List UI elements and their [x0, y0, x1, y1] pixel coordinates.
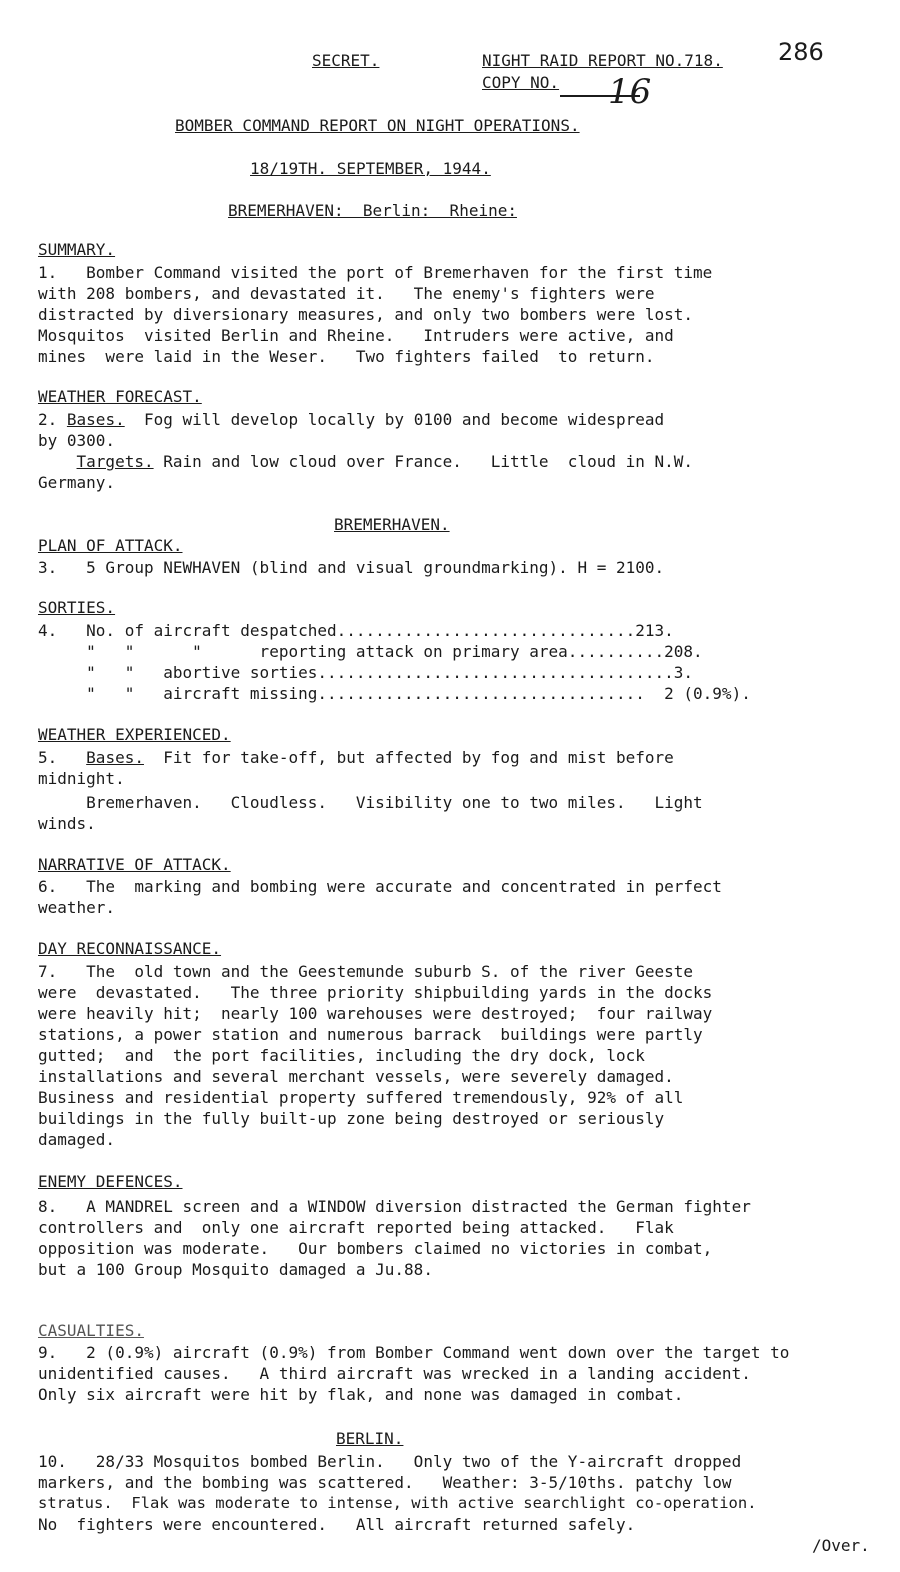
day-recce-line: were devastated. The three priority shipbuilding yards in the docks: [38, 983, 713, 1002]
targets-label: Targets.: [76, 452, 154, 471]
sorties-line: " " aircraft missing.................................. 2 (0.9%).: [38, 684, 751, 703]
weather-forecast-line: 2. Bases. Fog will develop locally by 0100 and become widespread: [38, 410, 665, 429]
sorties-line: " " abortive sorties.....................................3.: [38, 663, 694, 682]
report-targets: BREMERHAVEN: Berlin: Rheine:: [228, 201, 517, 220]
casualties-heading: CASUALTIES.: [38, 1321, 144, 1340]
berlin-line: No fighters were encountered. All aircraft returned safely.: [38, 1515, 636, 1534]
enemy-defences-heading: ENEMY DEFENCES.: [38, 1172, 183, 1191]
bases-label: Bases.: [86, 748, 144, 767]
copy-number-handwritten: 16: [608, 72, 652, 112]
day-recce-line: installations and several merchant vessels, were severely damaged.: [38, 1067, 674, 1086]
berlin-line: stratus. Flak was moderate to intense, with active searchlight co-operation.: [38, 1494, 757, 1512]
weather-forecast-line: by 0300.: [38, 431, 116, 450]
copy-number-underline: [560, 95, 640, 97]
narrative-line: 6. The marking and bombing were accurate and concentrated in perfect: [38, 877, 722, 896]
weather-forecast-heading: WEATHER FORECAST.: [38, 387, 202, 406]
day-recce-heading: DAY RECONNAISSANCE.: [38, 939, 222, 958]
summary-line: distracted by diversionary measures, and only two bombers were lost.: [38, 305, 694, 324]
enemy-defences-line: controllers and only one aircraft reported being attacked. Flak: [38, 1218, 674, 1237]
plan-of-attack-line: 3. 5 Group NEWHAVEN (blind and visual groundmarking). H = 2100.: [38, 558, 665, 577]
berlin-line: markers, and the bombing was scattered. Weather: 3-5/10ths. patchy low: [38, 1473, 732, 1492]
berlin-line: 10. 28/33 Mosquitos bombed Berlin. Only two of the Y-aircraft dropped: [38, 1452, 742, 1471]
plan-of-attack-heading: PLAN OF ATTACK.: [38, 536, 183, 555]
weather-experienced-line: winds.: [38, 814, 96, 833]
enemy-defences-line: opposition was moderate. Our bombers claimed no victories in combat,: [38, 1239, 713, 1258]
casualties-line: unidentified causes. A third aircraft was wrecked in a landing accident.: [38, 1364, 751, 1383]
weather-experienced-line: 5. Bases. Fit for take-off, but affected by fog and mist before: [38, 748, 674, 767]
report-number: NIGHT RAID REPORT NO.718.: [482, 51, 723, 70]
report-date: 18/19TH. SEPTEMBER, 1944.: [250, 159, 491, 178]
bases-label: Bases.: [66, 410, 125, 429]
summary-heading: SUMMARY.: [38, 240, 116, 259]
secret-label: SECRET.: [312, 51, 380, 70]
sorties-line: " " " reporting attack on primary area..........208.: [38, 642, 703, 661]
page-number: 286: [778, 38, 824, 66]
weather-forecast-line: Targets. Rain and low cloud over France. Little cloud in N.W.: [76, 452, 694, 471]
day-recce-line: damaged.: [38, 1130, 116, 1149]
day-recce-line: gutted; and the port facilities, including the dry dock, lock: [38, 1046, 645, 1065]
weather-forecast-line: Germany.: [38, 473, 116, 492]
day-recce-line: stations, a power station and numerous barrack buildings were partly: [38, 1025, 703, 1044]
weather-experienced-line: Bremerhaven. Cloudless. Visibility one to two miles. Light: [38, 793, 703, 812]
report-title: BOMBER COMMAND REPORT ON NIGHT OPERATIONS.: [175, 116, 580, 135]
narrative-heading: NARRATIVE OF ATTACK.: [38, 855, 231, 874]
day-recce-line: buildings in the fully built-up zone being destroyed or seriously: [38, 1109, 665, 1128]
sorties-line: 4. No. of aircraft despatched...............................213.: [38, 621, 674, 640]
narrative-line: weather.: [38, 898, 116, 917]
day-recce-line: Business and residential property suffered tremendously, 92% of all: [38, 1088, 684, 1107]
casualties-line: Only six aircraft were hit by flak, and none was damaged in combat.: [38, 1385, 684, 1404]
casualties-line: 9. 2 (0.9%) aircraft (0.9%) from Bomber Command went down over the target to: [38, 1343, 790, 1362]
enemy-defences-line: 8. A MANDREL screen and a WINDOW diversion distracted the German fighter: [38, 1197, 751, 1216]
summary-line: Mosquitos visited Berlin and Rheine. Intruders were active, and: [38, 326, 674, 345]
summary-line: 1. Bomber Command visited the port of Bremerhaven for the first time: [38, 263, 713, 282]
day-recce-line: 7. The old town and the Geestemunde suburb S. of the river Geeste: [38, 962, 694, 981]
enemy-defences-line: but a 100 Group Mosquito damaged a Ju.88.: [38, 1260, 433, 1279]
summary-line: with 208 bombers, and devastated it. The enemy's fighters were: [38, 284, 655, 303]
summary-line: mines were laid in the Weser. Two fighters failed to return.: [38, 347, 655, 366]
weather-experienced-heading: WEATHER EXPERIENCED.: [38, 725, 231, 744]
berlin-heading: BERLIN.: [336, 1429, 404, 1448]
sorties-heading: SORTIES.: [38, 598, 116, 617]
over-note: /Over.: [812, 1536, 870, 1555]
copy-number-label: COPY NO.: [482, 73, 560, 92]
bremerhaven-heading: BREMERHAVEN.: [334, 515, 450, 534]
weather-experienced-line: midnight.: [38, 769, 125, 788]
day-recce-line: were heavily hit; nearly 100 warehouses were destroyed; four railway: [38, 1004, 713, 1023]
